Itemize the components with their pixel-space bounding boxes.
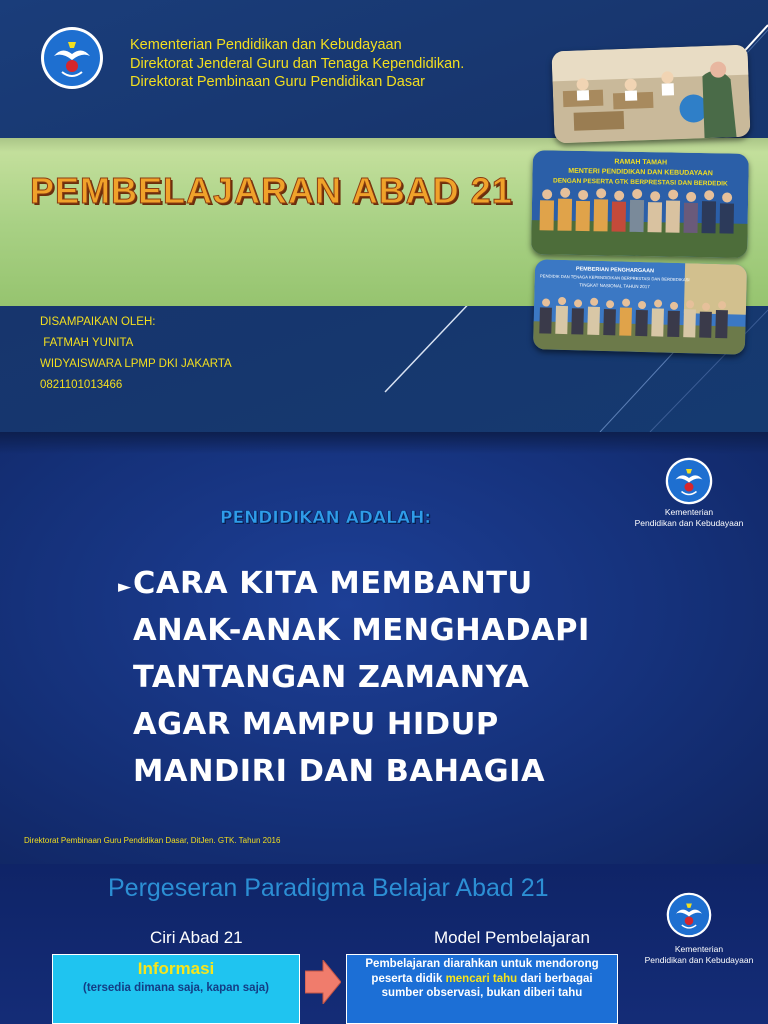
model-text: Pembelajaran diarahkan untuk mendorong peserta didik	[365, 958, 599, 985]
photo-caption: PENDIDIK DAN TENAGA KEPENDIDIKAN BERPRESTASI DAN BERDEDIKASI	[539, 273, 690, 283]
bullet-arrow-icon: ►	[118, 577, 132, 597]
presenter-line: DISAMPAIKAN OLEH:	[40, 316, 156, 328]
presenter-info	[40, 312, 232, 396]
bullet-line: CARA KITA MEMBANTU	[133, 566, 533, 601]
presenter-line: 0821101013466	[40, 379, 123, 391]
bullet-line: TANTANGAN ZAMANYA	[133, 660, 530, 695]
photo-caption: RAMAH TAMAH	[614, 158, 668, 167]
photo-caption: MENTERI PENDIDIKAN DAN KEBUDAYAAN	[568, 167, 713, 178]
classroom-photo	[551, 45, 750, 144]
paradigm-slide	[0, 864, 768, 1024]
logo-caption-line: Kementerian	[664, 507, 714, 517]
info-subtitle: (tersedia dimana saja, kapan saja)	[82, 982, 269, 994]
ministry-line: Direktorat Pembinaan Guru Pendidikan Dasar	[130, 74, 425, 90]
group-photo-penghargaan	[533, 259, 747, 355]
logo-caption-line: Pendidikan dan Kebudayaan	[634, 518, 744, 528]
info-title: Informasi	[137, 959, 215, 978]
info-box	[52, 954, 300, 1024]
column-header-model: Model Pembelajaran	[434, 928, 590, 947]
presentation-title: PEMBELAJARAN ABAD 21	[30, 170, 513, 211]
bullet-line: AGAR MAMPU HIDUP	[133, 707, 499, 742]
tut-wuri-handayani-logo	[665, 457, 713, 505]
model-highlight: mencari tahu	[445, 972, 518, 985]
model-box	[346, 954, 618, 1024]
tut-wuri-handayani-logo	[40, 26, 104, 90]
logo-caption-line: Kementerian	[674, 944, 724, 954]
ministry-line: Kementerian Pendidikan dan Kebudayaan	[130, 37, 402, 53]
photo-caption: DENGAN PESERTA GTK BERPRESTASI DAN BERDEDIK	[552, 177, 728, 188]
tut-wuri-handayani-logo	[666, 892, 712, 938]
ministry-line: Direktorat Jenderal Guru dan Tenaga Kependidikan.	[130, 55, 465, 72]
photo-caption: TINGKAT NASIONAL TAHUN 2017	[579, 282, 650, 290]
bullet-line: MANDIRI DAN BAHAGIA	[133, 754, 546, 789]
group-photo-ramah-tamah	[531, 150, 749, 258]
logo-caption	[624, 944, 768, 966]
column-header-ciri: Ciri Abad 21	[150, 928, 243, 947]
presenter-line: WIDYAISWARA LPMP DKI JAKARTA	[40, 358, 232, 370]
definition-slide	[0, 432, 768, 864]
logo-caption-line: Pendidikan dan Kebudayaan	[644, 955, 754, 965]
slide-title: Pergeseran Paradigma Belajar Abad 21	[108, 874, 549, 902]
title-slide	[0, 0, 768, 432]
slide-heading: PENDIDIKAN ADALAH:	[220, 508, 432, 528]
model-text: dari berbagai sumber observasi, bukan diberi tahu	[381, 972, 593, 999]
presenter-line: FATMAH YUNITA	[40, 337, 134, 349]
slide-footer: Direktorat Pembinaan Guru Pendidikan Dasar, DitJen. GTK. Tahun 2016	[24, 836, 281, 845]
right-arrow-icon	[305, 960, 341, 1004]
photo-caption: PEMBERIAN PENGHARGAAN	[575, 266, 655, 275]
definition-bullet	[133, 560, 653, 795]
ministry-header	[130, 36, 464, 92]
bullet-line: ANAK-ANAK MENGHADAPI	[133, 613, 590, 648]
logo-caption	[616, 507, 762, 529]
